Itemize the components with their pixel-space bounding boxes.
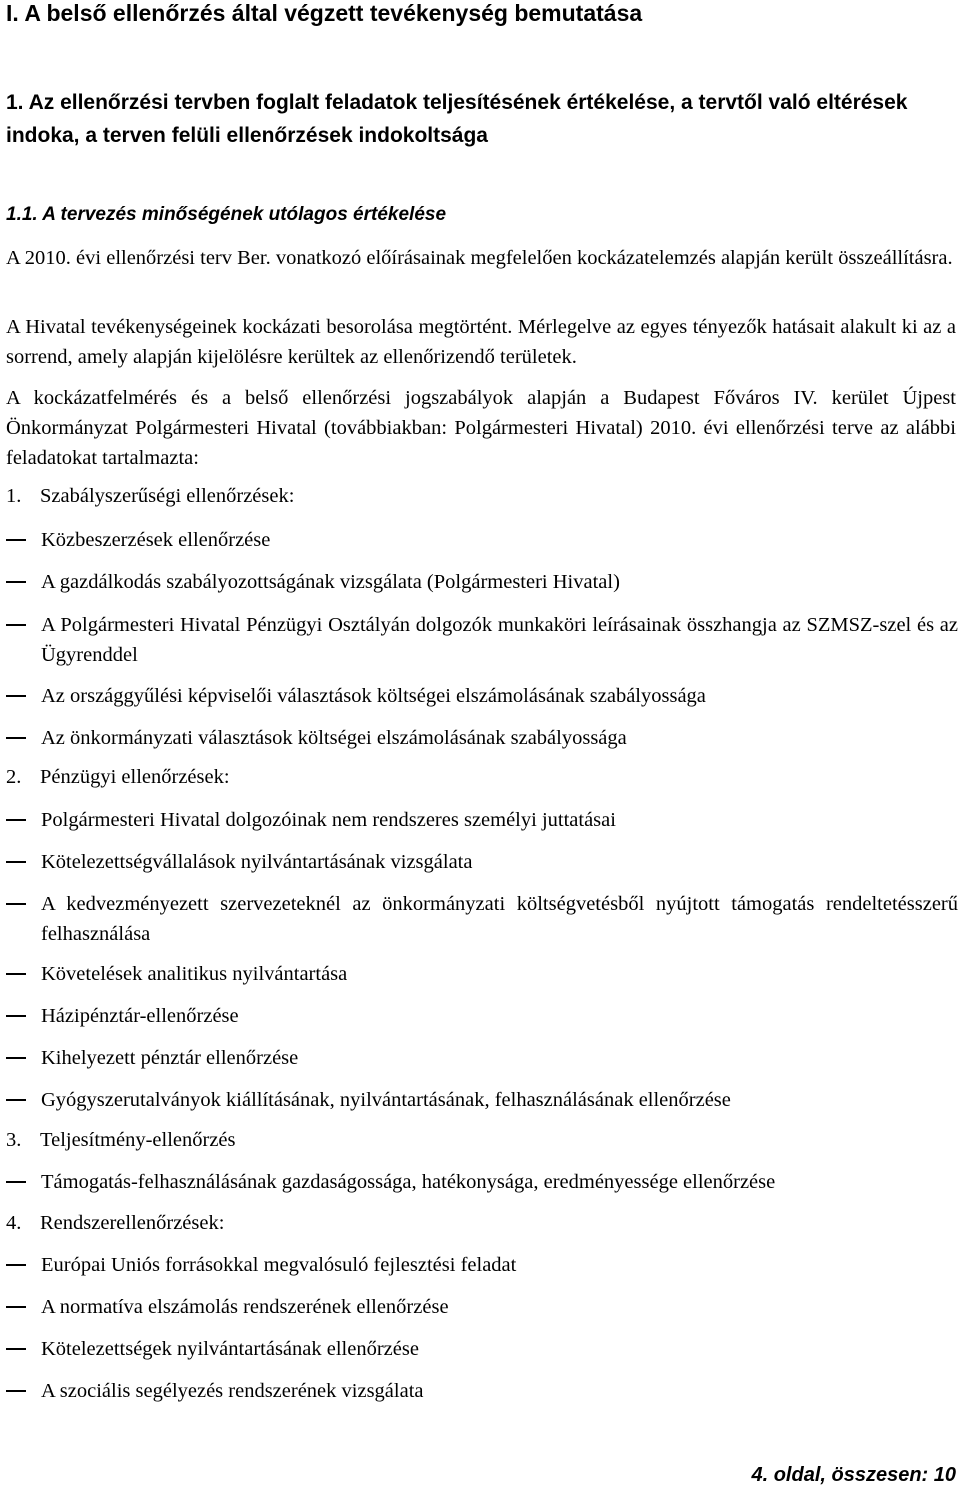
dash-bullet-icon [6, 1099, 26, 1101]
list-item [6, 847, 958, 877]
list-item-text: Polgármesteri Hivatal dolgozóinak nem rendszeres személyi juttatásai [41, 809, 616, 831]
list-item-text: Az önkormányzati választások költségei elszámolásának szabályossága [41, 727, 627, 749]
dash-bullet-icon [6, 624, 26, 626]
list-item [6, 1376, 958, 1406]
list-item-text: Kihelyezett pénztár ellenőrzése [41, 1047, 299, 1069]
list-item-text: A szociális segélyezés rendszerének vizsgálata [41, 1380, 424, 1402]
dash-bullet-icon [6, 973, 26, 975]
list-item-text: Házipénztár-ellenőrzése [41, 1005, 239, 1027]
dash-bullet-icon [6, 861, 26, 863]
list-item [6, 959, 958, 989]
list-item [6, 1085, 958, 1115]
list-section-number: 3. [6, 1129, 22, 1151]
list-item-text: Gyógyszerutalványok kiállításának, nyilvántartásának, felhasználásának ellenőrzése [41, 1089, 731, 1111]
list-item-text: Az országgyűlési képviselői választások költségei elszámolásának szabályossága [41, 685, 706, 707]
dash-bullet-icon [6, 737, 26, 739]
dash-bullet-icon [6, 819, 26, 821]
dash-bullet-icon [6, 1390, 26, 1392]
list-item-text: Követelések analitikus nyilvántartása [41, 963, 348, 985]
list-section-title [6, 1125, 236, 1155]
list-section-title [6, 1208, 224, 1238]
list-item-text: Támogatás-felhasználásának gazdaságossága, hatékonysága, eredményessége ellenőrzése [41, 1171, 776, 1193]
list-item-text: A gazdálkodás szabályozottságának vizsgálata (Polgármesteri Hivatal) [41, 571, 620, 593]
list-item-text: A Polgármesteri Hivatal Pénzügyi Osztályán dolgozók munkaköri leírásainak összhangja az SZMSZ-szel és az Ügyrenddel [41, 614, 958, 666]
dash-bullet-icon [6, 695, 26, 697]
section-heading: 1. Az ellenőrzési tervben foglalt feladatok teljesítésének értékelése, a tervtől való eltérések indoka, a terven felüli ellenőrzések indokoltsága [6, 91, 908, 147]
paragraph-plan-basis: A 2010. évi ellenőrzési terv Ber. vonatkozó előírásainak megfelelően kockázatelemzés alapján került összeállításra. [6, 247, 953, 269]
dash-bullet-icon [6, 1015, 26, 1017]
list-item-text: Közbeszerzések ellenőrzése [41, 529, 271, 551]
list-section-number: 1. [6, 485, 22, 507]
list-section-number: 2. [6, 766, 22, 788]
list-section-label: Szabályszerűségi ellenőrzések: [40, 485, 295, 507]
list-item [6, 889, 958, 949]
dash-bullet-icon [6, 903, 26, 905]
list-section-label: Rendszerellenőrzések: [40, 1212, 225, 1234]
paragraph-plan-contents: A kockázatfelmérés és a belső ellenőrzési jogszabályok alapján a Budapest Főváros IV. kerület Újpest Önkormányzat Polgármesteri Hivatal (továbbiakban: Polgármesteri Hivatal) 2010. évi ellenőrzési terve az alábbi feladatokat tartalmazta: [6, 387, 956, 469]
list-item [6, 1001, 958, 1031]
list-item [6, 610, 958, 670]
dash-bullet-icon [6, 1181, 26, 1183]
list-item [6, 1043, 958, 1073]
list-item [6, 681, 958, 711]
list-item [6, 723, 958, 753]
list-section-title [6, 481, 294, 511]
list-item [6, 1250, 958, 1280]
dash-bullet-icon [6, 1057, 26, 1059]
list-item-text: A kedvezményezett szervezeteknél az önkormányzati költségvetésből nyújtott támogatás rendeltetésszerű felhasználása [41, 893, 958, 945]
dash-bullet-icon [6, 1264, 26, 1266]
list-item-text: A normatíva elszámolás rendszerének ellenőrzése [41, 1296, 449, 1318]
list-item [6, 525, 958, 555]
list-section-number: 4. [6, 1212, 22, 1234]
list-section-label: Teljesítmény-ellenőrzés [40, 1129, 236, 1151]
list-item-text: Kötelezettségvállalások nyilvántartásának vizsgálata [41, 851, 473, 873]
list-item-text: Kötelezettségek nyilvántartásának ellenőrzése [41, 1338, 419, 1360]
list-item-text: Európai Uniós forrásokkal megvalósuló fejlesztési feladat [41, 1254, 517, 1276]
main-heading: I. A belső ellenőrzés által végzett tevékenység bemutatása [6, 0, 643, 26]
dash-bullet-icon [6, 581, 26, 583]
dash-bullet-icon [6, 1348, 26, 1350]
list-item [6, 1292, 958, 1322]
list-section-label: Pénzügyi ellenőrzések: [40, 766, 230, 788]
list-item [6, 1167, 958, 1197]
list-item [6, 805, 958, 835]
dash-bullet-icon [6, 1306, 26, 1308]
list-item [6, 567, 958, 597]
page-number-footer: 4. oldal, összesen: 10 [751, 1464, 956, 1486]
subsection-heading: 1.1. A tervezés minőségének utólagos értékelése [6, 204, 447, 225]
list-item [6, 1334, 958, 1364]
dash-bullet-icon [6, 539, 26, 541]
paragraph-risk-classification: A Hivatal tevékenységeinek kockázati besorolása megtörtént. Mérlegelve az egyes tényezők hatásait alakult ki az a sorrend, amely alapján kijelölésre kerültek az ellenőrizendő területek. [6, 316, 956, 368]
list-section-title [6, 762, 230, 792]
